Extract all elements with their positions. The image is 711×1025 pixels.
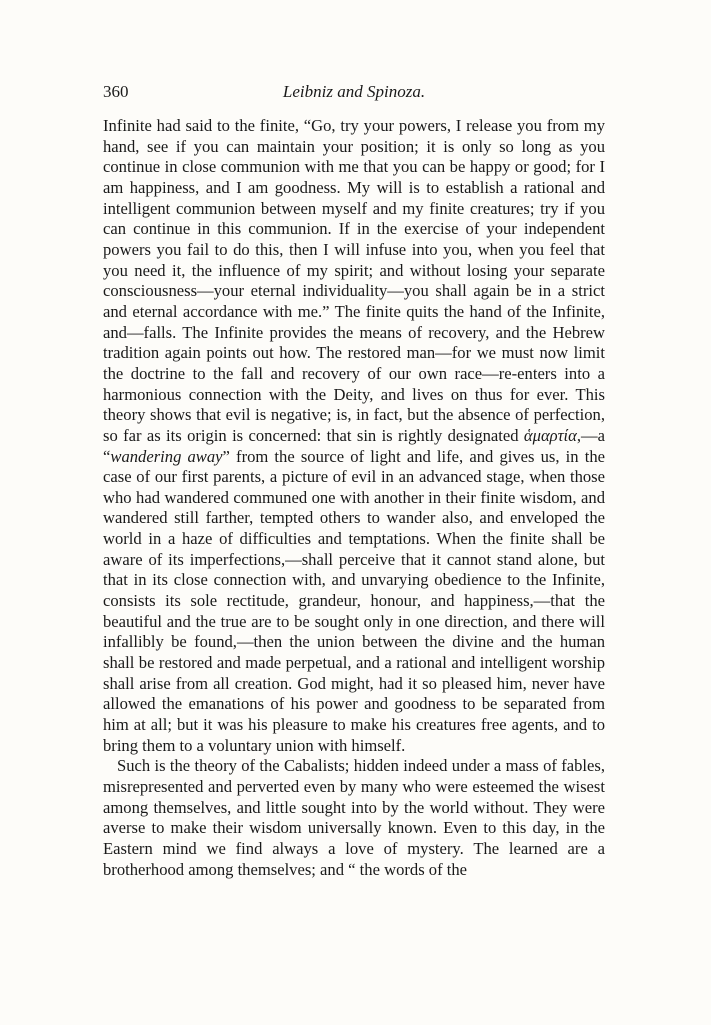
paragraph-text: Infinite had said to the finite, “Go, try your powers, I release you from my hand, see if you can maintain your position; it is only so long as you continue in close communion with me that you can be happy or good; for I am happiness, and I am goodness. My will is to establish a rational and intelligent communion between myself and my finite creatures; try if you can continue in this communion. If in the exercise of your independent powers you fail to do this, then I will infuse into you, when you feel that you need it, the influence of my spirit; and without losing your separate consciousness—your eternal individuality—you shall again be in a strict and eternal accordance with me.” The finite quits the hand of the Infinite, and—falls. The Infinite provides the means of recovery, and the Hebrew tradition again points out how. The restored man—for we must now limit the doctrine to the fall and recovery of our own race—re-enters into a harmonious connection with the Deity, and lives on thus for ever. This theory shows that evil is negative; is, in fact, but the absence of perfection, so far as its origin is concerned: that sin is rightly designated	[103, 116, 605, 445]
body-text	[103, 116, 605, 880]
book-page	[103, 82, 605, 880]
paragraph-continued	[103, 116, 605, 756]
paragraph-text: Such is the theory of the Cabalists; hidden indeed under a mass of fables, misrepresented and perverted even by many who were esteemed the wisest among themselves, and little sought into by the world without. They were averse to make their wisdom universally known. Even to this day, in the Eastern mind we find always a love of mystery. The learned are a brotherhood among themselves; and “ the words of the	[103, 756, 605, 879]
greek-term: ἁμαρτία	[523, 425, 577, 445]
running-title: Leibniz and Spinoza.	[282, 82, 426, 101]
running-header	[103, 82, 605, 108]
paragraph-cabalists	[103, 756, 605, 880]
paragraph-text: ” from the source of light and life, and gives us, in the case of our first parents, a picture of evil in an advanced stage, when those who had wandered communed one with another in their finite wisdom, and wandered still farther, tempted others to wander also, and enveloped the world in a haze of difficulties and temptations. When the finite shall be aware of its imperfections,—shall perceive that it cannot stand alone, but that in its close connection with, and unvarying obedience to the Infinite, consists its sole rectitude, grandeur, honour, and happiness,—that the beautiful and the true are to be sought only in one direction, and there will infallibly be found,—then the union between the divine and the human shall be restored and made perpetual, and a rational and intelligent worship shall arise from all creation. God might, had it so pleased him, never have allowed the emanations of his power and goodness to be separated from him at all; but it was his pleasure to make his creatures free agents, and to bring them to a voluntary union with himself.	[103, 446, 605, 755]
italic-phrase: wandering away	[110, 446, 223, 466]
paragraph-text: ,—a “	[103, 425, 605, 466]
page-number: 360	[103, 82, 129, 101]
